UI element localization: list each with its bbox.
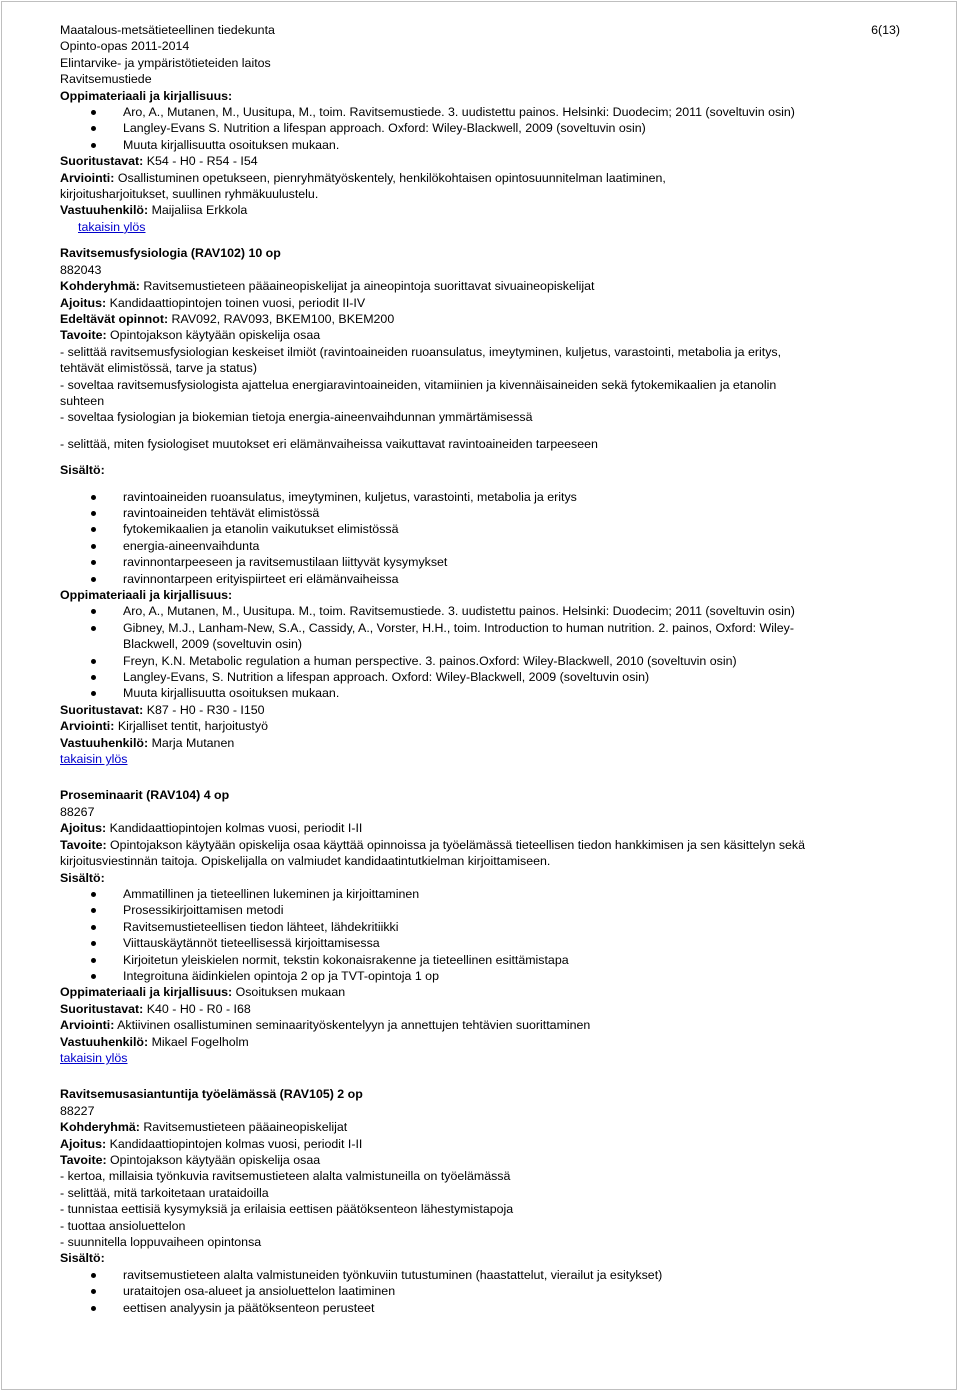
goal-line: - suunnitella loppuvaiheen opintonsa [60, 1235, 262, 1250]
list-item: Integroituna äidinkielen opintoja 2 op ja TVT-opintoja 1 op [60, 968, 905, 984]
completion-value: K87 - H0 - R30 - I150 [143, 702, 265, 717]
course-rav104 [60, 787, 905, 1066]
back-to-top-row [60, 219, 905, 235]
previous-course-tail [60, 88, 905, 236]
goal-cont: kirjoitusviestinnän taitoja. Opiskelijalla on valmiudet kandidaatintutkielman kirjoittamiseen. [60, 854, 551, 869]
department-name: Elintarvike- ja ympäristötieteiden laitos [60, 55, 271, 70]
responsible-value: Marja Mutanen [148, 735, 235, 750]
goal-line: suhteen [60, 393, 105, 408]
assessment-row [60, 170, 905, 186]
goal-line: - selittää ravitsemusfysiologian keskeiset ilmiöt (ravintoaineiden ruoansulatus, imeytyminen, kuljetus, varastointi, metabolia ja eritys, [60, 344, 782, 359]
list-item: Aro, A., Mutanen, M., Uusitupa. M., toim. Ravitsemustiede. 3. uudistettu painos. Helsinki: Duodecim; 2011 (soveltuvin osin) [60, 603, 905, 619]
course-rav102 [60, 245, 905, 767]
responsible-row [60, 735, 905, 751]
goal-value: Opintojakson käytyään opiskelija osaa [106, 1153, 321, 1167]
target-value: Ravitsemustieteen pääaineopiskelijat [139, 1120, 348, 1135]
completion-label: Suoritustavat: [60, 702, 144, 717]
list-item: ravinnontarpeen erityispiirteet eri elämänvaiheissa [60, 571, 905, 587]
goal-line: - soveltaa ravitsemusfysiologista ajattelua energiaravintoaineiden, vitamiinien ja kivennäisaineiden sekä fytokemikaalien ja etanolin [60, 377, 777, 392]
back-to-top-link[interactable]: takaisin ylös [60, 752, 128, 767]
list-item: Ravitsemustieteellisen tiedon lähteet, lähdekritiikki [60, 919, 905, 935]
faculty-name: Maatalous-metsätieteellinen tiedekunta [60, 23, 275, 37]
back-to-top-row [60, 1050, 905, 1066]
prereq-value: RAV092, RAV093, BKEM100, BKEM200 [168, 311, 395, 326]
target-label: Kohderyhmä: [60, 1120, 140, 1135]
list-item-text: Gibney, M.J., Lanham-New, S.A., Cassidy, A., Vorster, H.H., toim. Introduction to human nutrition. 2. painos, Oxford: Wiley- [123, 620, 794, 635]
responsible-row [60, 202, 905, 218]
materials-label: Oppimateriaali ja kirjallisuus: [60, 985, 233, 1000]
course-code: 88227 [60, 1103, 95, 1118]
timing-row [60, 820, 905, 836]
list-item: Aro, A., Mutanen, M., Uusitupa, M., toim. Ravitsemustiede. 3. uudistettu painos. Helsinki: Duodecim; 2011 (soveltuvin osin) [60, 104, 905, 120]
prereq-label: Edeltävät opinnot: [60, 311, 169, 326]
list-item: Prosessikirjoittamisen metodi [60, 902, 905, 918]
goal-row [60, 837, 905, 853]
assessment-label: Arviointi: [60, 719, 115, 734]
list-item: ravitsemustieteen alalta valmistuneiden työnkuviin tutustuminen (haastattelut, vierailut ja esitykset) [60, 1267, 905, 1283]
target-row [60, 1119, 905, 1135]
materials-list [60, 603, 905, 701]
goal-row [60, 1152, 905, 1168]
assessment-value: Aktiivinen osallistuminen seminaarityöskentelyyn ja annettujen tehtävien suorittaminen [114, 1018, 591, 1033]
goal-label: Tavoite: [60, 328, 107, 343]
prereq-row [60, 311, 905, 327]
guide-name: Opinto-opas 2011-2014 [60, 39, 190, 54]
goal-line: - kertoa, millaisia työnkuvia ravitsemustieteen alalta valmistuneilla on työelämässä [60, 1169, 511, 1184]
responsible-label: Vastuuhenkilö: [60, 735, 149, 750]
list-item: eettisen analyysin ja päätöksenteon perusteet [60, 1300, 905, 1316]
content-label: Sisältö: [60, 1251, 105, 1266]
goal-line: - soveltaa fysiologian ja biokemian tietoja energia-aineenvaihdunnan ymmärtämisessä [60, 410, 533, 425]
completion-value: K54 - H0 - R54 - I54 [143, 154, 258, 169]
responsible-label: Vastuuhenkilö: [60, 203, 149, 218]
goal-line: tehtävät elimistössä, tarve ja status) [60, 361, 257, 376]
back-to-top-link[interactable]: takaisin ylös [78, 219, 146, 234]
course-code: 88267 [60, 804, 95, 819]
list-item-text-cont: Blackwell, 2009 (soveltuvin osin) [123, 637, 303, 652]
responsible-value: Mikael Fogelholm [148, 1034, 249, 1049]
page-header [60, 22, 905, 88]
list-item: Muuta kirjallisuutta osoituksen mukaan. [60, 685, 905, 701]
materials-list [60, 104, 905, 153]
responsible-label: Vastuuhenkilö: [60, 1034, 149, 1049]
list-item [60, 620, 905, 653]
list-item: Ammatillinen ja tieteellinen lukeminen ja kirjoittaminen [60, 886, 905, 902]
goal-label: Tavoite: [60, 1153, 107, 1167]
content-list [60, 886, 905, 984]
list-item: Viittauskäytännöt tieteellisessä kirjoittamisessa [60, 935, 905, 951]
assessment-label: Arviointi: [60, 170, 115, 185]
goal-row [60, 327, 905, 343]
assessment-label: Arviointi: [60, 1018, 115, 1033]
subject-name: Ravitsemustiede [60, 72, 152, 87]
timing-label: Ajoitus: [60, 821, 107, 836]
list-item: Freyn, K.N. Metabolic regulation a human perspective. 3. painos.Oxford: Wiley-Blackwell, 2010 (soveltuvin osin) [60, 653, 905, 669]
materials-row [60, 984, 905, 1000]
goal-line: - tunnistaa eettisiä kysymyksiä ja erilaisia eettisen päätöksenteon lähestymistapoja [60, 1202, 514, 1217]
course-title: Ravitsemusasiantuntija työelämässä (RAV105) 2 op [60, 1087, 363, 1102]
goal-value: Opintojakson käytyään opiskelija osaa käyttää opinnoissa ja työelämässä tieteellisen tiedon hankkimisen ja sen käsittelyn sekä [106, 837, 805, 852]
content-list [60, 1267, 905, 1316]
list-item: ravinnontarpeeseen ja ravitsemustilaan liittyvät kysymykset [60, 554, 905, 570]
target-row [60, 278, 905, 294]
goal-value: Opintojakson käytyään opiskelija osaa [106, 328, 321, 343]
goal-line: - selittää, miten fysiologiset muutokset eri elämänvaiheissa vaikuttavat ravintoaineiden tarpeeseen [60, 436, 598, 451]
assessment-row [60, 1017, 905, 1033]
course-code: 882043 [60, 262, 102, 277]
course-title: Proseminaarit (RAV104) 4 op [60, 788, 230, 803]
goal-line: - selittää, mitä tarkoitetaan urataidoilla [60, 1185, 269, 1200]
list-item: Muuta kirjallisuutta osoituksen mukaan. [60, 137, 905, 153]
responsible-value: Maijaliisa Erkkola [148, 203, 248, 218]
list-item: Kirjoitetun yleiskielen normit, tekstin kokonaisrakenne ja tieteellinen esittämistapa [60, 952, 905, 968]
document-body [60, 22, 905, 1316]
list-item: Langley-Evans S. Nutrition a lifespan approach. Oxford: Wiley-Blackwell, 2009 (soveltuvin osin) [60, 120, 905, 136]
completion-value: K40 - H0 - R0 - I68 [143, 1001, 251, 1016]
completion-label: Suoritustavat: [60, 154, 144, 169]
completion-row [60, 1001, 905, 1017]
target-value: Ravitsemustieteen pääaineopiskelijat ja aineopintoja suorittavat sivuaineopiskelijat [139, 279, 595, 294]
timing-row [60, 295, 905, 311]
content-label: Sisältö: [60, 870, 105, 885]
timing-row [60, 1136, 905, 1152]
target-label: Kohderyhmä: [60, 279, 140, 294]
course-rav105 [60, 1086, 905, 1316]
list-item: energia-aineenvaihdunta [60, 538, 905, 554]
completion-label: Suoritustavat: [60, 1001, 144, 1016]
materials-label: Oppimateriaali ja kirjallisuus: [60, 588, 233, 602]
page-number: 6(13) [871, 23, 900, 37]
course-title: Ravitsemusfysiologia (RAV102) 10 op [60, 246, 281, 261]
back-to-top-row [60, 751, 905, 767]
responsible-row [60, 1034, 905, 1050]
assessment-row [60, 718, 905, 734]
completion-row [60, 153, 905, 169]
assessment-value: Kirjalliset tentit, harjoitustyö [114, 719, 268, 734]
list-item: ravintoaineiden ruoansulatus, imeytyminen, kuljetus, varastointi, metabolia ja eritys [60, 489, 905, 505]
timing-label: Ajoitus: [60, 1136, 107, 1151]
timing-value: Kandidaattiopintojen toinen vuosi, periodit II-IV [106, 295, 366, 310]
completion-row [60, 702, 905, 718]
timing-value: Kandidaattiopintojen kolmas vuosi, periodit I-II [106, 1136, 363, 1151]
back-to-top-link[interactable]: takaisin ylös [60, 1050, 128, 1065]
timing-label: Ajoitus: [60, 295, 107, 310]
content-label: Sisältö: [60, 463, 105, 478]
goal-line: - tuottaa ansioluettelon [60, 1218, 186, 1233]
timing-value: Kandidaattiopintojen kolmas vuosi, periodit I-II [106, 821, 363, 836]
goal-label: Tavoite: [60, 837, 107, 852]
assessment-value: Osallistuminen opetukseen, pienryhmätyöskentely, henkilökohtaisen opintosuunnitelman laatiminen, [114, 170, 666, 185]
content-list [60, 489, 905, 587]
list-item: Langley-Evans, S. Nutrition a lifespan approach. Oxford: Wiley-Blackwell, 2009 (soveltuvin osin) [60, 669, 905, 685]
materials-value: Osoituksen mukaan [232, 985, 346, 1000]
assessment-cont: kirjoitusharjoitukset, suullinen ryhmäkuulustelu. [60, 187, 319, 202]
list-item: urataitojen osa-alueet ja ansioluettelon laatiminen [60, 1283, 905, 1299]
materials-label: Oppimateriaali ja kirjallisuus: [60, 88, 233, 103]
list-item: ravintoaineiden tehtävät elimistössä [60, 505, 905, 521]
list-item: fytokemikaalien ja etanolin vaikutukset elimistössä [60, 521, 905, 537]
